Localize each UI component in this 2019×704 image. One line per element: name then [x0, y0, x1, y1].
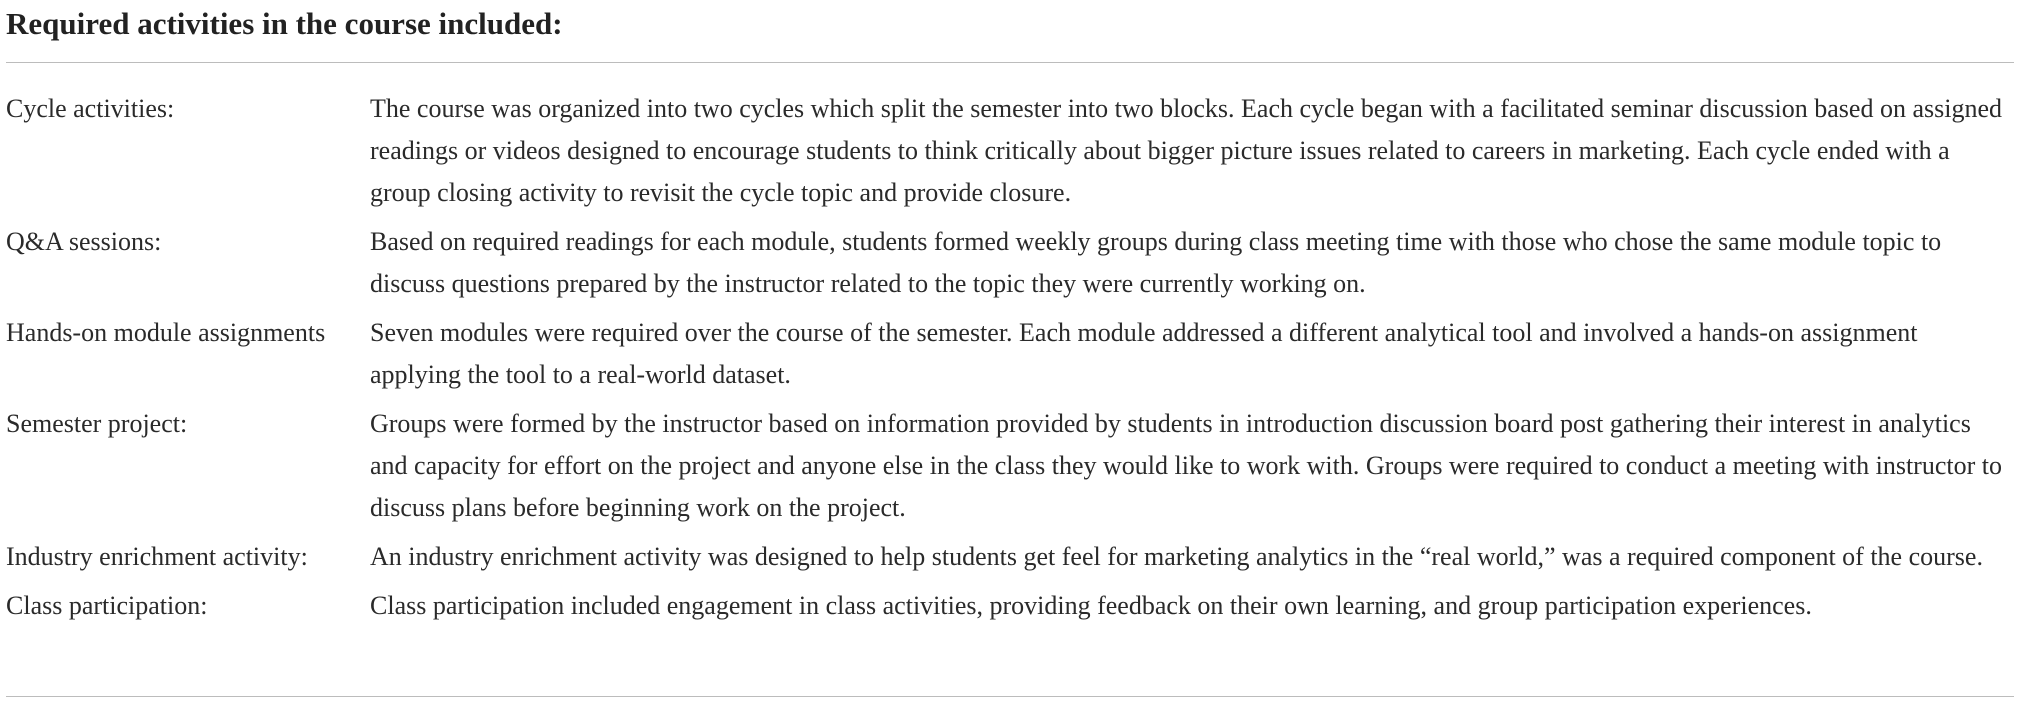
row-label: Cycle activities: [6, 94, 175, 123]
table-row-qa-sessions [6, 221, 2014, 305]
row-label: Hands-on module assignments [6, 318, 326, 347]
table-row-cycle-activities [6, 88, 2014, 214]
row-label: Industry enrichment activity: [6, 542, 308, 571]
row-description: Based on required readings for each module, students formed weekly groups during class meeting time with those who chose the same module topic to discuss questions prepared by the instructor related to the topic they were currently working on. [370, 227, 1942, 298]
top-divider [6, 62, 2014, 63]
row-label: Class participation: [6, 591, 208, 620]
table-row-class-participation [6, 585, 2014, 627]
row-description: Groups were formed by the instructor based on information provided by students in introduction discussion board post gathering their interest in analytics and capacity for effort on the project and anyone else in the class they would like to work with. Groups were required to conduct a meeting with instructor to discuss plans before beginning work on the project. [370, 409, 2002, 522]
table-title: Required activities in the course included: [6, 6, 563, 41]
row-label: Q&A sessions: [6, 227, 162, 256]
row-description: Class participation included engagement in class activities, providing feedback on their own learning, and group participation experiences. [370, 591, 1812, 620]
row-description: An industry enrichment activity was designed to help students get feel for marketing analytics in the “real world,” was a required component of the course. [370, 542, 1983, 571]
table-body [6, 88, 2014, 634]
row-label: Semester project: [6, 409, 188, 438]
table-row-semester-project [6, 403, 2014, 529]
row-description: Seven modules were required over the course of the semester. Each module addressed a different analytical tool and involved a hands-on assignment applying the tool to a real-world dataset. [370, 318, 1918, 389]
table-row-industry-enrichment [6, 536, 2014, 578]
table-row-hands-on-modules [6, 312, 2014, 396]
row-description: The course was organized into two cycles which split the semester into two blocks. Each cycle began with a facilitated seminar discussion based on assigned readings or videos designed to encourage students to think critically about bigger picture issues related to careers in marketing. Each cycle ended with a group closing activity to revisit the cycle topic and provide closure. [370, 94, 2003, 207]
bottom-divider [6, 696, 2014, 697]
